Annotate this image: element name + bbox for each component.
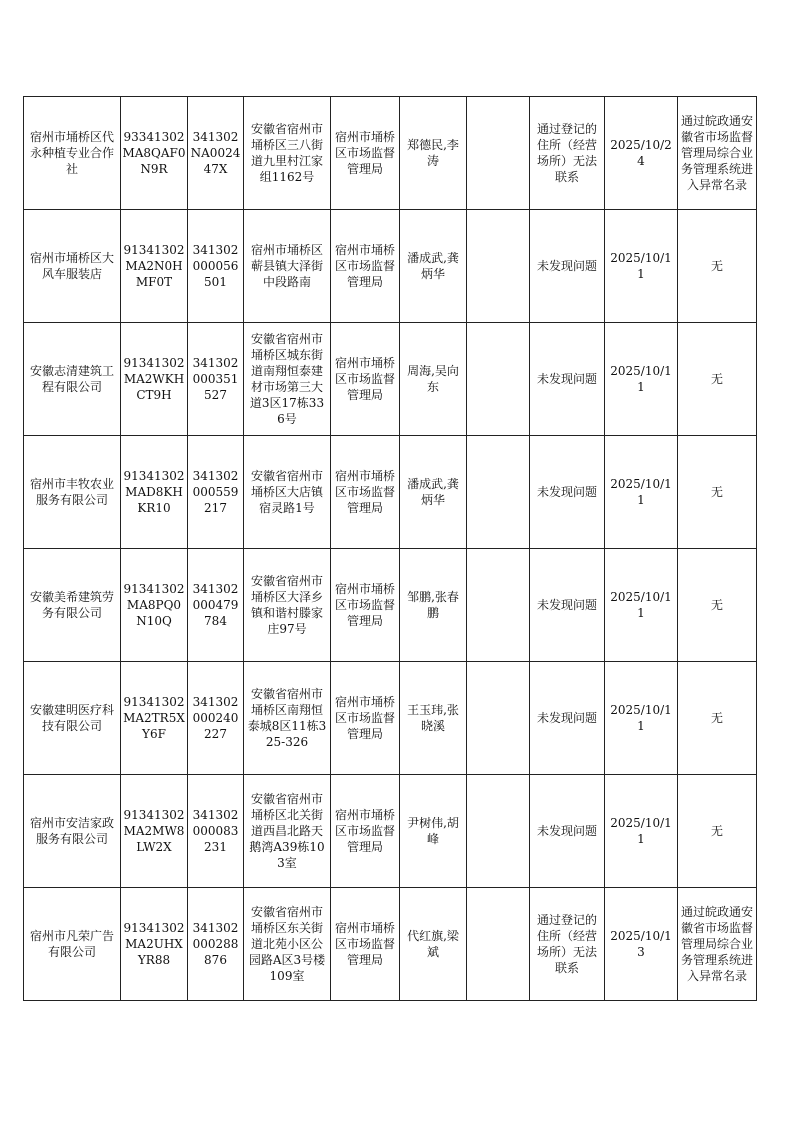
- inspection-result-cell: 未发现问题: [530, 775, 605, 888]
- handling-cell: 无: [678, 436, 757, 549]
- authority-cell: 宿州市埇桥区市场监督管理局: [331, 210, 400, 323]
- handling-cell: 无: [678, 775, 757, 888]
- handling-cell: 通过皖政通安徽省市场监督管理局综合业务管理系统进入异常名录: [678, 97, 757, 210]
- empty-cell: [467, 888, 530, 1001]
- authority-cell: 宿州市埇桥区市场监督管理局: [331, 436, 400, 549]
- company-name-cell: 宿州市安洁家政服务有限公司: [24, 775, 121, 888]
- authority-cell: 宿州市埇桥区市场监督管理局: [331, 97, 400, 210]
- address-cell: 安徽省宿州市埇桥区东关街道北苑小区公园路A区3号楼109室: [244, 888, 331, 1001]
- handling-cell: 通过皖政通安徽省市场监督管理局综合业务管理系统进入异常名录: [678, 888, 757, 1001]
- authority-cell: 宿州市埇桥区市场监督管理局: [331, 323, 400, 436]
- inspection-date-cell: 2025/10/11: [605, 436, 678, 549]
- credit-code-cell: 91341302MA2UHXYR88: [121, 888, 188, 1001]
- inspection-table: [23, 96, 757, 1001]
- handling-cell: 无: [678, 549, 757, 662]
- inspection-result-cell: 未发现问题: [530, 662, 605, 775]
- inspection-result-cell: 未发现问题: [530, 323, 605, 436]
- empty-cell: [467, 97, 530, 210]
- inspection-date-cell: 2025/10/11: [605, 549, 678, 662]
- authority-cell: 宿州市埇桥区市场监督管理局: [331, 662, 400, 775]
- inspection-result-cell: 通过登记的住所（经营场所）无法联系: [530, 888, 605, 1001]
- handling-cell: 无: [678, 323, 757, 436]
- registration-number-cell: 341302000479784: [188, 549, 244, 662]
- table-row: [24, 888, 757, 1001]
- empty-cell: [467, 775, 530, 888]
- inspectors-cell: 王玉玮,张晓溪: [400, 662, 467, 775]
- credit-code-cell: 91341302MAD8KHKR10: [121, 436, 188, 549]
- authority-cell: 宿州市埇桥区市场监督管理局: [331, 888, 400, 1001]
- credit-code-cell: 91341302MA2MW8LW2X: [121, 775, 188, 888]
- address-cell: 安徽省宿州市埇桥区南翔恒泰城8区11栋325-326: [244, 662, 331, 775]
- credit-code-cell: 91341302MA2WKHCT9H: [121, 323, 188, 436]
- empty-cell: [467, 549, 530, 662]
- registration-number-cell: 341302000240227: [188, 662, 244, 775]
- inspectors-cell: 潘成武,龚炳华: [400, 436, 467, 549]
- address-cell: 安徽省宿州市埇桥区大店镇宿灵路1号: [244, 436, 331, 549]
- credit-code-cell: 91341302MA8PQ0N10Q: [121, 549, 188, 662]
- company-name-cell: 宿州市埇桥区大风车服装店: [24, 210, 121, 323]
- table-row: [24, 436, 757, 549]
- credit-code-cell: 91341302MA2N0HMF0T: [121, 210, 188, 323]
- handling-cell: 无: [678, 662, 757, 775]
- registration-number-cell: 341302000056501: [188, 210, 244, 323]
- empty-cell: [467, 323, 530, 436]
- inspectors-cell: 周海,吴向东: [400, 323, 467, 436]
- inspection-date-cell: 2025/10/11: [605, 323, 678, 436]
- table-row: [24, 210, 757, 323]
- inspectors-cell: 代红旗,梁斌: [400, 888, 467, 1001]
- empty-cell: [467, 436, 530, 549]
- table-row: [24, 662, 757, 775]
- inspection-date-cell: 2025/10/24: [605, 97, 678, 210]
- inspection-date-cell: 2025/10/13: [605, 888, 678, 1001]
- company-name-cell: 安徽建明医疗科技有限公司: [24, 662, 121, 775]
- company-name-cell: 宿州市凡荣广告有限公司: [24, 888, 121, 1001]
- inspectors-cell: 尹树伟,胡峰: [400, 775, 467, 888]
- empty-cell: [467, 210, 530, 323]
- inspection-date-cell: 2025/10/11: [605, 662, 678, 775]
- inspection-result-cell: 未发现问题: [530, 549, 605, 662]
- authority-cell: 宿州市埇桥区市场监督管理局: [331, 549, 400, 662]
- inspectors-cell: 邹鹏,张春鹏: [400, 549, 467, 662]
- inspection-result-cell: 通过登记的住所（经营场所）无法联系: [530, 97, 605, 210]
- registration-number-cell: 341302000351527: [188, 323, 244, 436]
- inspection-result-cell: 未发现问题: [530, 436, 605, 549]
- inspectors-cell: 潘成武,龚炳华: [400, 210, 467, 323]
- address-cell: 安徽省宿州市埇桥区大泽乡镇和谐村滕家庄97号: [244, 549, 331, 662]
- table-row: [24, 97, 757, 210]
- registration-number-cell: 341302000083231: [188, 775, 244, 888]
- address-cell: 安徽省宿州市埇桥区三八街道九里村江家组1162号: [244, 97, 331, 210]
- company-name-cell: 宿州市丰牧农业服务有限公司: [24, 436, 121, 549]
- company-name-cell: 安徽美希建筑劳务有限公司: [24, 549, 121, 662]
- inspectors-cell: 郑德民,李涛: [400, 97, 467, 210]
- inspection-date-cell: 2025/10/11: [605, 775, 678, 888]
- registration-number-cell: 341302000288876: [188, 888, 244, 1001]
- table-row: [24, 323, 757, 436]
- inspection-date-cell: 2025/10/11: [605, 210, 678, 323]
- registration-number-cell: 341302NA002447X: [188, 97, 244, 210]
- authority-cell: 宿州市埇桥区市场监督管理局: [331, 775, 400, 888]
- handling-cell: 无: [678, 210, 757, 323]
- credit-code-cell: 93341302MA8QAF0N9R: [121, 97, 188, 210]
- credit-code-cell: 91341302MA2TR5XY6F: [121, 662, 188, 775]
- empty-cell: [467, 662, 530, 775]
- table-row: [24, 775, 757, 888]
- company-name-cell: 安徽志清建筑工程有限公司: [24, 323, 121, 436]
- company-name-cell: 宿州市埇桥区代永种植专业合作社: [24, 97, 121, 210]
- table-row: [24, 549, 757, 662]
- registration-number-cell: 341302000559217: [188, 436, 244, 549]
- inspection-result-cell: 未发现问题: [530, 210, 605, 323]
- address-cell: 安徽省宿州市埇桥区城东街道南翔恒泰建材市场第三大道3区17栋336号: [244, 323, 331, 436]
- address-cell: 宿州市埇桥区蕲县镇大泽街中段路南: [244, 210, 331, 323]
- address-cell: 安徽省宿州市埇桥区北关街道西昌北路天鹅湾A39栋103室: [244, 775, 331, 888]
